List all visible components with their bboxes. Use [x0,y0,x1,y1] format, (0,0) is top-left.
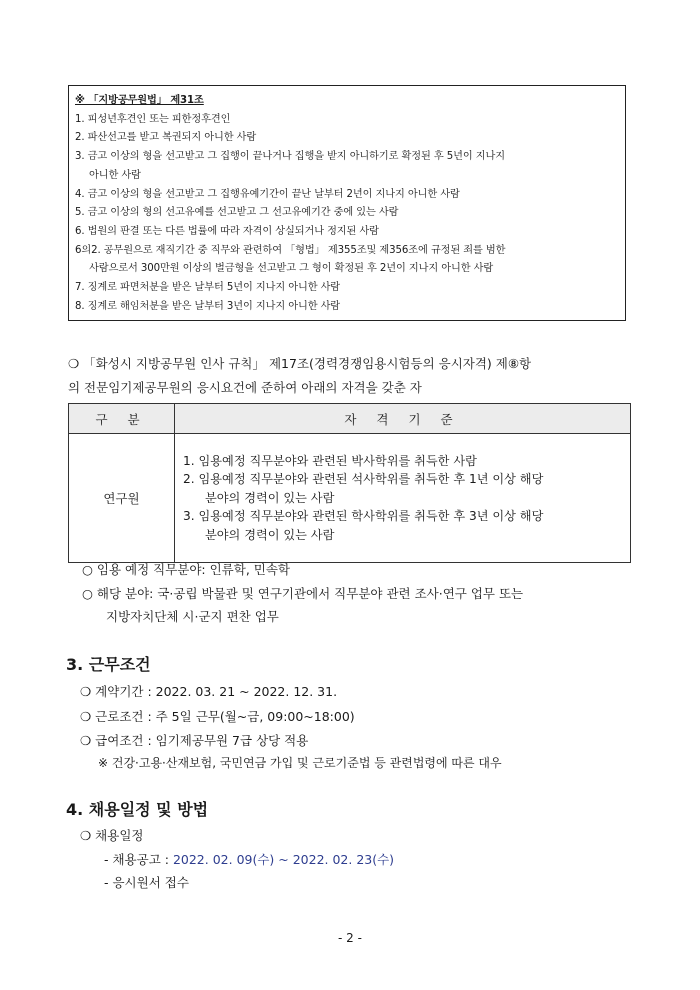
law-item: 6. 법원의 판결 또는 다른 법률에 따라 자격이 상실되거나 정지된 사람 [75,225,379,237]
notice-period-line [104,850,394,868]
notice-label: - 채용공고 : [104,852,173,867]
contract-period: ❍ 계약기간 : 2022. 03. 21 ~ 2022. 12. 31. [80,684,338,699]
table-row [69,434,631,563]
criteria-item: 2. 임용예정 직무분야와 관련된 석사학위를 취득한 후 1년 이상 해당 [183,472,544,487]
criteria-item-continuation: 분야의 경력이 있는 사람 [205,527,335,542]
law-item: 8. 징계로 해임처분을 받은 날부터 3년이 지나지 아니한 사람 [75,300,341,312]
law-box-title: ※ 「지방공무원법」 제31조 [75,95,204,106]
related-field-line2: 지방자치단체 시·군지 편찬 업무 [106,609,279,624]
law-item-continuation: 사람으로서 300만원 이상의 벌금형을 선고받고 그 형이 확정된 후 2년이 지나지 아니한 사람 [89,263,494,275]
table-header-category: 구 분 [69,404,175,434]
law-item: 6의2. 공무원으로 재직기간 중 직무와 관련하여 「형법」 제355조및 제356조에 규정된 죄를 범한 [75,244,506,256]
schedule-title: ❍ 채용일정 [80,828,144,843]
law-item: 2. 파산선고를 받고 복권되지 아니한 사람 [75,132,257,144]
table-header-criteria: 자 격 기 준 [175,404,631,434]
criteria-item-continuation: 분야의 경력이 있는 사람 [205,490,335,505]
law-item: 4. 금고 이상의 형을 선고받고 그 집행유예기간이 끝난 날부터 2년이 지나지 아니한 사람 [75,188,460,200]
qualification-table [68,403,631,563]
related-field-line1: ○ 해당 분야: 국·공립 박물관 및 연구기관에서 직무분야 관련 조사·연구 업무 또는 [82,586,524,601]
law-item: 3. 금고 이상의 형을 선고받고 그 집행이 끝나거나 집행을 받지 아니하기로 확정된 후 5년이 지나지 [75,151,505,163]
law-item: 1. 피성년후견인 또는 피한정후견인 [75,113,231,125]
salary-condition: ❍ 급여조건 : 임기제공무원 7급 상당 적용 [80,733,309,748]
table-cell-category: 연구원 [69,434,175,563]
notice-period-value: 2022. 02. 09(수) ~ 2022. 02. 23(수) [172,852,395,867]
law-notice-box [68,85,626,321]
insurance-note: ※ 건강·고용·산재보험, 국민연금 가입 및 근로기준법 등 관련법령에 따른 대우 [98,756,502,770]
work-hours: ❍ 근로조건 : 주 5일 근무(월~금, 09:00~18:00) [80,709,355,724]
section-heading-schedule: 4. 채용일정 및 방법 [66,800,209,819]
table-cell-criteria [175,434,631,563]
job-field: ○ 임용 예정 직무분야: 인류학, 민속학 [82,562,291,577]
qualification-intro-line2: 의 전문임기제공무원의 응시요건에 준하여 아래의 자격을 갖춘 자 [68,380,422,395]
criteria-item: 1. 임용예정 직무분야와 관련된 박사학위를 취득한 사람 [183,453,477,468]
application-receipt: - 응시원서 접수 [104,875,189,890]
qualification-intro-line1: ❍ 「화성시 지방공무원 인사 규칙」 제17조(경력경쟁임용시험등의 응시자격) 제⑧항 [68,356,532,371]
page-number: - 2 - [338,931,362,945]
law-item-continuation: 아니한 사람 [89,169,141,181]
criteria-item: 3. 임용예정 직무분야와 관련된 학사학위를 취득한 후 3년 이상 해당 [183,509,544,524]
law-item: 7. 징계로 파면처분을 받은 날부터 5년이 지나지 아니한 사람 [75,282,341,294]
section-heading-work-conditions: 3. 근무조건 [66,655,151,674]
law-item: 5. 금고 이상의 형의 선고유예를 선고받고 그 선고유예기간 중에 있는 사람 [75,207,399,219]
